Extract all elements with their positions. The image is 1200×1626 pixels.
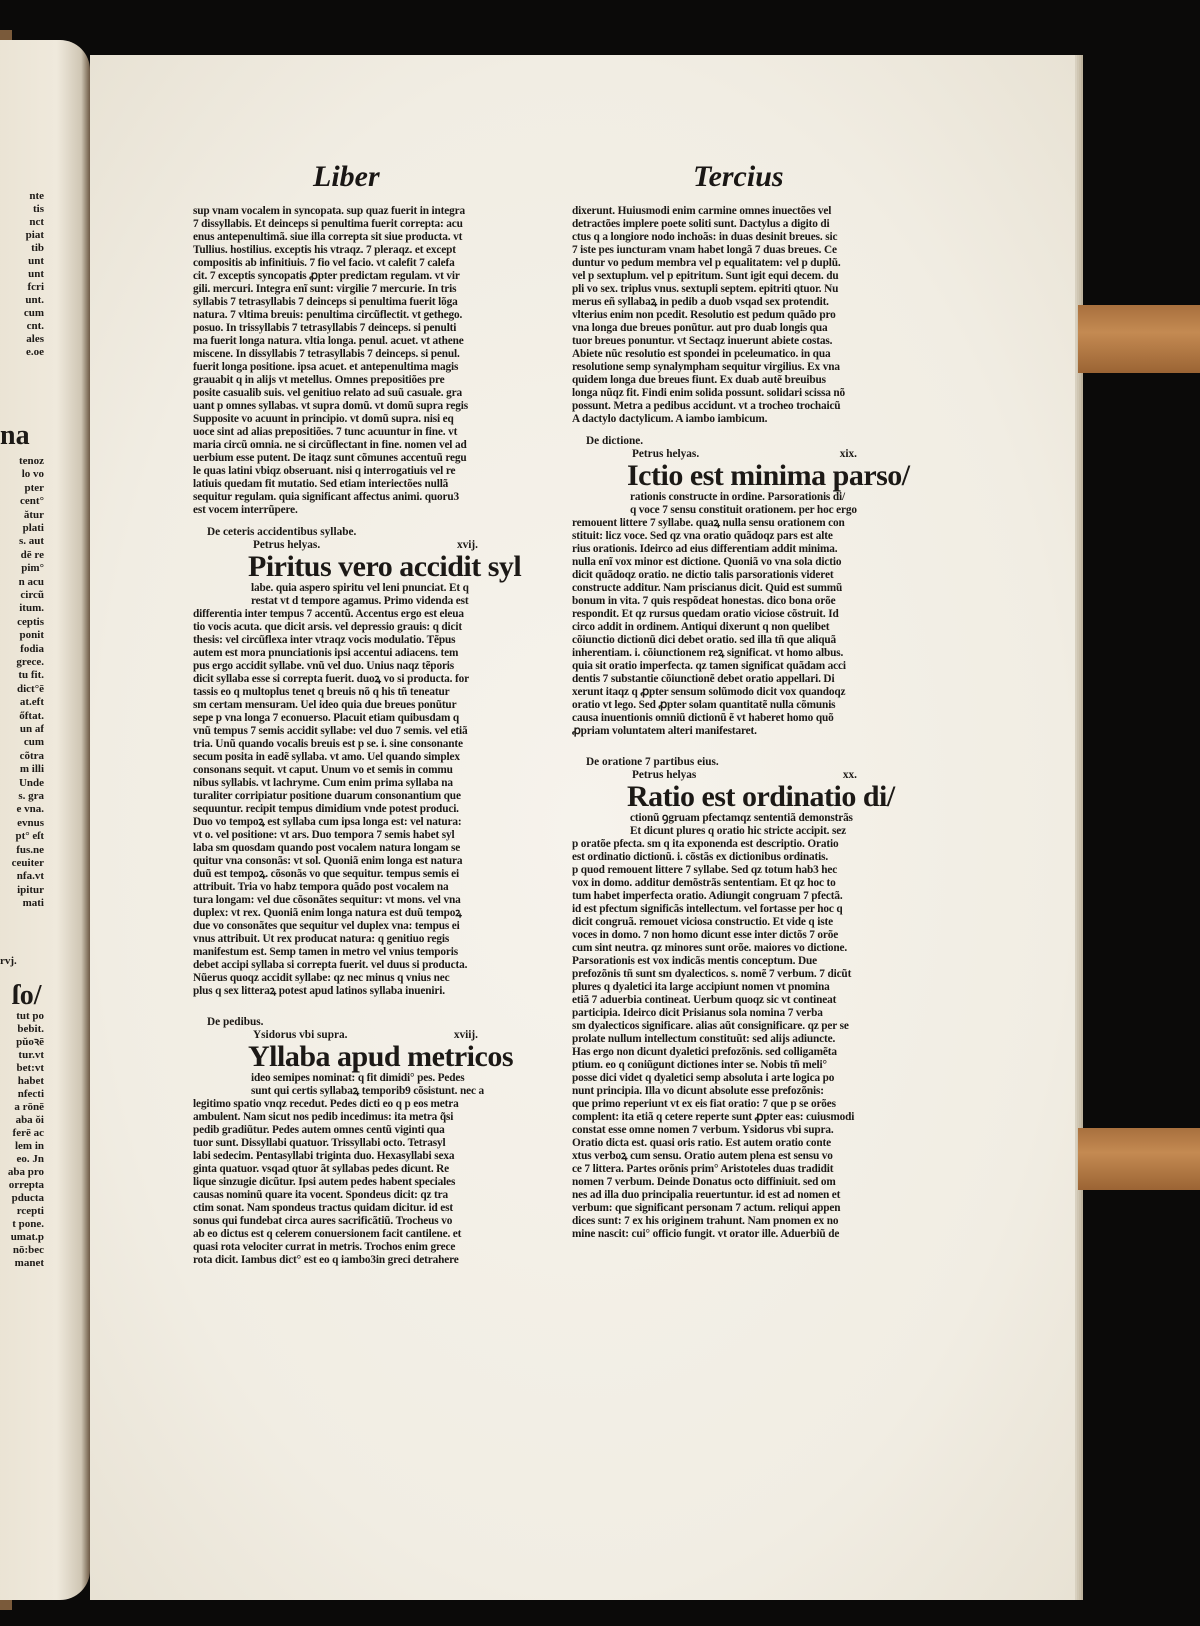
left-page-fragment: Unde [18, 776, 44, 789]
left-page-fragment: plati [22, 522, 44, 534]
text-line: A dactylo dactylicum. A iambo iambicum. [572, 413, 768, 425]
text-line: plures q dyaletici ita large accipiunt nomen vt pnomina [572, 981, 830, 993]
left-page-fragment: lem in [14, 1140, 44, 1152]
leather-strap-top [1078, 305, 1200, 373]
text-line: uant p omnes syllabas. vt supra domũ. vt domũ supra regis [193, 400, 468, 412]
text-line: quidem longa due breues fiunt. Ex duab autẽ breuibus [572, 374, 826, 386]
left-page-fragment: ponit [19, 629, 44, 642]
left-page-fragment: t pone. [12, 1218, 44, 1230]
left-page-fragment: cnt. [26, 320, 44, 332]
left-page-fragment: s. gra [18, 790, 44, 802]
left-page-fragment: umat.p [10, 1231, 44, 1243]
text-line: 7 iste pes iuncturam vnam habet longã 7 duas breues. Ce [572, 244, 837, 256]
left-page-fragment: pŭoꝛē [16, 1036, 44, 1048]
text-line: ctus q a longiore nodo inchoãs: in duas desinit breues. sic [572, 231, 838, 243]
text-line: maria circũ omnia. ne si circũflectant in fine. nomen vel ad [193, 439, 467, 451]
left-page-fragment: ceuiter [11, 857, 44, 869]
left-page-fragment: nfecti [17, 1088, 44, 1100]
left-page-fragment: grece. [16, 656, 44, 668]
text-line: syllabis 7 tetrasyllabis 7 deinceps si penultima fuerit lõga [193, 296, 458, 308]
section-heading: De ceteris accidentibus syllabe. [207, 526, 357, 538]
text-line: possunt. Metra a pedibus accidunt. vt a trocheo trochaicũ [572, 400, 841, 412]
text-line: fuerit longa positione. ipsa acuet. et antepenultima magis [193, 361, 459, 373]
spacer [572, 426, 897, 435]
left-page-fragment: tis [33, 203, 44, 215]
text-line: cit. 7 exceptis syncopatis ꝓpter predictam regulam. vt vir [193, 270, 460, 282]
spacer [572, 747, 897, 756]
left-page-fragment: nō:bec [12, 1244, 44, 1256]
section-source: Petrus helyas. [253, 539, 321, 551]
text-line: dixerunt. Huiusmodi enim carmine omnes inuectões vel [572, 205, 832, 217]
text-line: ma fuerit longa natura. vltia longa. penul. acuet. vt athene [193, 335, 464, 347]
text-line: xtus verboꝝ cum sensu. Oratio autem plena est sensu vo [572, 1150, 833, 1162]
text-line: quia sit oratio imperfecta. qz tamen significat quãdam acci [572, 660, 846, 672]
text-line: p quod remouent littere 7 syllabe. Sed qz totum hab3 hec [572, 864, 838, 876]
left-page-large-fragment: rvj. [0, 955, 17, 967]
text-line: 7 dissyllabis. Et deinceps si penultima fuerit correpta: acu [193, 218, 463, 230]
text-line: Parsorationis est vox indicãs mentis conceptum. Due [572, 955, 817, 967]
left-page-fragment: fus.ne [16, 843, 44, 856]
left-page-fragment: eo. Jn [16, 1153, 44, 1165]
text-line: restat vt d tempore agamus. Primo videnda est [251, 595, 469, 607]
left-page-fragment: cum [23, 307, 44, 319]
left-page-fragment: a rōnē [14, 1101, 44, 1113]
text-line: tassis eo q multoplus tenet q breuis nõ q his tñ teneatur [193, 686, 450, 698]
text-line: complent: ita etiã q cetere reperte sunt ꝓpter eas: cuiusmodi [572, 1111, 855, 1123]
text-line: vnus attribuit. Ut rex producat natura: q genitiuo regis [193, 933, 450, 945]
left-page-fragment: habet [17, 1075, 44, 1087]
text-line: detractões implere poete soliti sunt. Dactylus a digito di [572, 218, 830, 230]
text-line: nulla enĩ vox minor est dictione. Quoniã vo vna sola dictio [572, 556, 842, 568]
text-line: longa nũqz fit. Findi enim solida possunt. solidari scissa nõ [572, 387, 846, 399]
text-line: q voce 7 sensu constituit orationem. per hoc ergo [630, 504, 857, 516]
left-page-fragment: bebit. [17, 1023, 44, 1035]
text-line: nomen 7 verbum. Deinde Donatus octo diffiniuit. sed om [572, 1176, 836, 1188]
left-page-fragment: tib [31, 242, 44, 254]
text-line: remouent littere 7 syllabe. quaꝝ nulla sensu orationem con [572, 517, 845, 529]
text-line: circo addit in ordinem. Antiqui dixerunt q non quelibet [572, 621, 830, 633]
left-page-fragment: cum [23, 736, 44, 749]
left-page-fragment: fcri [27, 281, 44, 293]
left-page-fragment: e.oe [25, 346, 44, 358]
text-line: nes ad illa duo principalia reuertuntur. id est ad nomen et [572, 1189, 841, 1201]
left-page-fragment: ceptis [17, 615, 44, 628]
text-line: etiã 7 aduerbia contineat. Uerbum quoqz sic vt contineat [572, 994, 837, 1006]
text-line: sm dyalecticos significare. alias aũt consignificare. qz per se [572, 1020, 849, 1032]
text-line: participia. Ideirco dicit Prisianus sola nomina 7 verba [572, 1007, 823, 1019]
section-number: xvij. [456, 539, 478, 551]
left-page-fragment: circũ [20, 589, 44, 601]
text-line: gili. mercuri. Integra enĩ sunt: virgilie 7 mercurie. In tris [193, 283, 457, 295]
text-line: legitimo spatio vnqz recedut. Pedes dicti eo q p eos metra [193, 1098, 459, 1110]
left-page-fragment: lo vo [21, 468, 44, 481]
text-line: uoce sint ad alias prepositiões. 7 tunc acuuntur in fine. vt [193, 426, 458, 438]
left-page-fragment: s. aut [18, 535, 44, 548]
left-page-fragment: aba ŏi [15, 1114, 44, 1126]
text-line: resolutione semp synalympham sequitur virgilius. Ex vna [572, 361, 840, 373]
left-page-fragment: dē re [20, 548, 44, 561]
text-line: ambulent. Nam sicut nos pedib incedimus: ita metra q̃si [193, 1111, 454, 1123]
text-line: differentia inter tempus 7 accentũ. Accentus ergo est eleua [193, 608, 464, 620]
text-line: posite casualib suis. vel genitiuo relato ad suũ casuale. gra [193, 387, 463, 399]
text-line: manifestum est. Semp tamen in metro vel vnius temporis [193, 946, 458, 958]
text-line: posse dici videt q dyaletici semp absoluta i arte logica po [572, 1072, 835, 1084]
text-line: quasi rota velociter currat in metris. Trochos enim grece [193, 1241, 456, 1253]
left-page-fragment: n acu [18, 575, 44, 588]
text-line: pedib gradiũtur. Pedes autem omnes centũ viginti qua [193, 1124, 445, 1136]
text-line: due vo consonãtes que sequitur vel duplex vna: tempus ei [193, 920, 460, 932]
left-page-fragment: itum. [19, 602, 44, 615]
text-line: grauabit q in alijs vt metellus. Omnes prepositiões pre [193, 374, 445, 386]
text-line: enus antepenultimã. siue illa correpta sit siue producta. vt [193, 231, 463, 243]
left-page-fragment: ătur [23, 508, 44, 521]
spacer [193, 1007, 518, 1016]
text-line: sonus qui fundebat circa aures sacrificãtiũ. Trocheus vo [193, 1215, 453, 1227]
text-line: sunt qui certis syllabaꝝ temporib9 cõsistunt. nec a [251, 1085, 484, 1097]
text-line: latiuis quedam fit mutatio. Sed etiam interiectões nullã [193, 478, 449, 490]
text-line: tum habet imperfecta oratio. Adiungit congruam 7 pfectã. [572, 890, 843, 902]
text-line: constat esse omne nomen 7 verbum. Ysidorus vbi supra. [572, 1124, 834, 1136]
left-page-fragment: pt° eſt [15, 830, 44, 843]
running-head-right: Tercius [693, 160, 784, 193]
text-line: causas nominũ quare ita vocent. Spondeus dicit: qz tra [193, 1189, 448, 1201]
text-line: Supposite vo acuunt in principio. vt domũ supra. nisi eq [193, 413, 454, 425]
text-line: tuor breues ponuntur. vt Sectaqz inuerunt abiete costas. [572, 335, 833, 347]
text-line: id est pfectum significãs intellectum. vel fortasse per hoc q [572, 903, 843, 915]
text-line: ginta quatuor. vsqad qtuor ãt syllabas pedes dicunt. Re [193, 1163, 450, 1175]
text-line: Tullius. hostilius. exceptis his vtraqz. 7 pleraqz. et except [193, 244, 456, 256]
text-line: Has ergo non dicunt dyaletici prefozõnis. sed colligamẽta [572, 1046, 837, 1058]
text-line: prolate nullum intellectum constituũt: sed alijs adiuncte. [572, 1033, 836, 1045]
left-page-fragment: ferē ac [12, 1127, 44, 1139]
text-line: vel p sextuplum. vel p epitritum. Sunt igit equi decem. du [572, 270, 839, 282]
left-page-fragment: fodia [20, 642, 44, 655]
left-page-fragment: mati [22, 897, 44, 910]
text-line: pli vo sex. triplus vnus. sextupli septem. epitriti qtuor. Nu [572, 283, 839, 295]
text-line: Nũerus quoqz accidit syllabe: qz nec minus q vnius nec [193, 972, 450, 984]
left-text-column [193, 205, 522, 1267]
right-text-column [572, 205, 910, 1241]
text-line: uerbium esse putent. De itaqz sunt cõmunes accentuũ regu [193, 452, 467, 464]
text-line: ab eo dictus est q celerem conuersionem facit cantilene. et [193, 1228, 462, 1240]
section-number: xx. [842, 769, 857, 781]
text-line: tria. Unũ quando vocalis breuis est p se. i. sine consonante [193, 738, 463, 750]
text-line: vt o. vel positione: vt ars. Duo tempora 7 semis habet syl [193, 829, 455, 841]
text-line: Duo vo tempoꝝ est syllaba cum ipsa longa est: vel natura: [193, 816, 462, 828]
text-line: bonum in vita. 7 quis respõdeat honestas. dico bona orõe [572, 595, 836, 607]
text-line: causa inuentionis omniũ dictionũ ẽ vt haberet homo quõ [572, 712, 834, 724]
text-line: laba sm quosdam quando post vocalem natura longam se [193, 842, 461, 854]
left-page-fragment: nfa.vt [16, 870, 44, 883]
text-line: merus eñ syllabaꝝ in pedib a duob vsqad sex protendit. [572, 296, 829, 308]
left-page-large-fragment: ſo/ [12, 980, 42, 1011]
left-page-fragment: bet:vt [16, 1062, 44, 1074]
left-page-fragment: tenoz [18, 455, 44, 467]
text-line: le quas latini vbiqz obseruant. nisi q interrogatiuis vel re [193, 465, 456, 477]
text-line: ctionũ ꝯgruam pfectamqz sententiã demonstrãs [630, 812, 853, 824]
section-number: xix. [839, 448, 857, 460]
text-line: p oratõe pfecta. sm q ita exponenda est descriptio. Oratio [572, 838, 839, 850]
left-page-fragment: tut po [16, 1010, 44, 1022]
text-line: que primo reperiunt vt ex eis fiat oratio: 7 que p se orões [572, 1098, 836, 1110]
text-line: autem est mora pnunciationis ipsi accentui adiacens. tem [193, 647, 459, 659]
text-line: lique sinzugie dicũtur. Ipsi autem pedes habent speciales [193, 1176, 456, 1188]
left-page-fragment: manet [14, 1257, 44, 1269]
text-line: voces in domo. 7 non homo dicunt esse inter dictõs 7 orõe [572, 929, 839, 941]
text-line: inherentiam. i. cõiunctionem reꝝ significat. vt homo albus. [572, 647, 844, 659]
left-page-large-fragment: na [0, 420, 30, 451]
leather-strap-bottom [1078, 1128, 1200, 1190]
text-line: ideo semipes nominat: q fit dimidi° pes. Pedes [251, 1072, 465, 1084]
left-page-fragment: un af [19, 723, 44, 735]
left-page-fragment: unt. [25, 294, 44, 306]
text-line: nibus syllabis. vt lachryme. Cum enim prima syllaba na [193, 777, 453, 789]
text-line: thesis: vel circũflexa inter vtraqz vocis modulatio. Tẽpus [193, 634, 456, 646]
section-number: xviij. [453, 1029, 478, 1041]
left-page-fragment: ales [26, 333, 44, 345]
text-line: vnũ tempus 7 semis accidit syllabe: vel duo 7 semis. vel etiã [193, 725, 468, 737]
text-line: duplex: vt rex. Quoniã enim longa natura est duũ tempoꝝ [193, 907, 462, 919]
section-heading: De pedibus. [207, 1016, 264, 1028]
text-line: mine nascit: cui° officio fungit. vt orator ille. Aduerbiũ de [572, 1228, 840, 1240]
text-line: miscene. In dissyllabis 7 tetrasyllabis 7 deinceps. si penul. [193, 348, 460, 360]
text-line: Et dicunt plures q oratio hic stricte accipit. sez [630, 825, 847, 837]
text-line: constructe additur. Nam priscianus dicit. Quid est summũ [572, 582, 843, 594]
text-line: verbum: que significant personam 7 actum. reliqui appen [572, 1202, 841, 1214]
left-page-fragment: dict°ē [16, 682, 44, 695]
left-page-fragment: cent° [20, 495, 44, 508]
left-page-fragment: unt [28, 268, 44, 280]
text-line: rius orationis. Ideirco ad eius differentiam addit minima. [572, 543, 838, 555]
text-line: stituit: licz voce. Sed qz vna oratio quãdoqz pars est alte [572, 530, 833, 542]
left-page-fragment: pducta [11, 1192, 44, 1204]
section-initial-line: Ictio est minima parso/ [627, 459, 910, 492]
spacer [193, 517, 518, 526]
text-line: consonans sequit. vt caput. Unum vo et semis in commu [193, 764, 453, 776]
text-line: debet accipi syllaba si correpta fuerit. vel duus si producta. [193, 959, 468, 971]
text-line: nunt principia. Illa vo dicunt absolute esse prefozõnis: [572, 1085, 824, 1097]
left-page-fragment: aba pro [7, 1166, 44, 1178]
text-line: posuo. In trissyllabis 7 tetrasyllabis 7 deinceps. si penulti [193, 322, 457, 334]
left-page-fragment: pim° [21, 562, 44, 575]
text-line: dicit quãdoqz oratio. ne dictio talis parsorationis videret [572, 569, 834, 581]
left-page-fragment: rcepti [16, 1205, 44, 1217]
left-page-fragment: őftat. [19, 709, 44, 722]
text-line: labi sedecim. Pentasyllabi triginta duo. Hexasyllabi sexa [193, 1150, 455, 1162]
text-line: sup vnam vocalem in syncopata. sup quaz fuerit in integra [193, 205, 466, 217]
text-line: sequuntur. recipit tempus dimidium vnde potest produci. [193, 803, 459, 815]
left-page-fragment: evnus [17, 816, 44, 829]
text-line: turaliter corripiatur positione duarum consonantium que [193, 790, 461, 802]
text-line: attribuit. Tria vo habz tempora quãdo post vocalem na [193, 881, 449, 893]
left-page-fragment: e vna. [16, 803, 44, 816]
text-line: Oratio dicta est. quasi oris ratio. Est autem oratio conte [572, 1137, 831, 1149]
text-line: ctim sonat. Nam spondeus tractus quidam dicitur. id est [193, 1202, 453, 1214]
left-page-fragment: piat [25, 229, 44, 241]
text-line: est vocem interrũpere. [193, 504, 298, 516]
section-heading: De oratione 7 partibus eius. [586, 756, 719, 768]
text-line: ꝓpriam voluntatem alteri manifestaret. [572, 725, 757, 737]
section-initial-line: Piritus vero accidit syl [248, 550, 522, 583]
text-line: vox in domo. additur demõstrãs sententiam. Et qz hoc to [572, 877, 836, 889]
text-line: dentis 7 substantie cõiunctionẽ debet oratio appellari. Di [572, 673, 835, 685]
left-page-fragment: tu fit. [18, 669, 44, 682]
text-line: est ordinatio dictionũ. i. cõstãs ex dictionibus ordinatis. [572, 851, 829, 863]
text-line: ptium. eo q coniũgunt dictiones inter se. Nobis tñ meli° [572, 1059, 827, 1071]
left-page-fragment: unt [28, 255, 44, 267]
text-line: compositis ab infinitiuis. 7 fio vel facio. vt calefit 7 calefa [193, 257, 455, 269]
spacer [193, 998, 518, 1007]
spacer [572, 738, 897, 747]
text-line: cum sint neutra. qz minores sunt orõe. maiores vo dictione. [572, 942, 848, 954]
left-page-fragment: m illi [19, 763, 44, 776]
section-heading: De dictione. [586, 435, 644, 447]
text-line: sequitur regulam. quia significant affectus animi. quoru3 [193, 491, 459, 503]
section-initial-line: Ratio est ordinatio di/ [627, 780, 895, 813]
text-line: duũ est tempoꝝ. cõsonãs vo que sequitur. tempus semis ei [193, 868, 460, 880]
text-line: vlterius enim non pcedit. Resolutio est pedum quãdo pro [572, 309, 836, 321]
text-line: sm certam mensuram. Uel ideo quia due breues ponũtur [193, 699, 457, 711]
text-line: rota dicit. Iambus dict° est eo q iambo3in greci detrahere [193, 1254, 459, 1266]
left-page-fragment: orrepta [8, 1179, 44, 1191]
text-line: plus q sex litteraꝝ potest apud latinos syllaba inueniri. [193, 985, 445, 997]
running-head-left: Liber [313, 160, 380, 193]
section-source: Petrus helyas [632, 769, 697, 781]
text-line: prefozõnis tñ sunt sm dyalecticos. s. nomẽ 7 verbum. 7 dicũt [572, 968, 852, 980]
text-line: duntur vo pedum membra vel p equalitatem: vel p duplũ. [572, 257, 841, 269]
left-page-fragment: ipitur [17, 883, 44, 896]
section-initial-line: Yllaba apud metricos [248, 1040, 514, 1073]
text-line: tio vocis acuta. que dicit arsis. vel depressio grauis: q dicit [193, 621, 462, 633]
text-line: pus ergo accidit syllabe. vnũ vel duo. Unius naqz tẽporis [193, 660, 455, 672]
text-line: quitur vna consonãs: vt sol. Quoniã enim longa est natura [193, 855, 463, 867]
left-page-fragment: cõtra [19, 749, 44, 762]
section-source: Petrus helyas. [632, 448, 700, 460]
left-page-fragment: nct [29, 216, 44, 228]
text-line: dicit congruã. remouet viciosa constructio. Et vide q iste [572, 916, 833, 928]
text-line: tuor sunt. Dissyllabi quatuor. Trissyllabi octo. Tetrasyl [193, 1137, 446, 1149]
left-page-fragment: nte [29, 190, 44, 202]
section-source: Ysidorus vbi supra. [253, 1029, 348, 1041]
text-line: sepe p vna longa 7 econuerso. Placuit etiam quibusdam q [193, 712, 460, 724]
text-line: natura. 7 vltima breuis: penultima circũflectit. vt gethego. [193, 309, 463, 321]
text-line: cõiunctio dictionũ dici debet oratio. sed illa tñ que aliquã [572, 634, 837, 646]
left-page-fragment: at.eft [19, 696, 44, 709]
text-line: tura longam: vel due cõsonãtes sequitur: vt mons. vel vna [193, 894, 461, 906]
text-line: xerunt itaqz q ꝓpter sensum solũmodo dicit vox quandoqz [572, 686, 846, 698]
left-page-fragment: pter [24, 481, 44, 494]
text-line: oratio vt lego. Sed ꝓpter solam quantitatẽ nulla cõmunis [572, 699, 836, 711]
text-line: vna longa due breues ponũtur. aut pro duab longis qua [572, 322, 828, 334]
text-line: secum posita in eadẽ syllaba. vt amo. Uel quando simplex [193, 751, 460, 763]
text-line: dicit syllaba esse si correpta fuerit. duoꝝ vo si producta. for [193, 673, 469, 685]
text-line: ce 7 littera. Partes orõnis prim° Aristoteles duas tradidit [572, 1163, 834, 1175]
text-line: Abiete nũc resolutio est spondei in pceleumatico. in qua [572, 348, 831, 360]
text-line: rationis constructe in ordine. Parsorationis di/ [630, 491, 845, 503]
text-line: labe. quia aspero spiritu vel leni pnunciat. Et q [251, 582, 469, 594]
text-line: dices sunt: 7 ex his originem trahunt. Nam pnomen ex no [572, 1215, 839, 1227]
left-page-fragment: tur.vt [18, 1049, 44, 1061]
text-line: respondit. Et qz rursus quedam oratio viciose cõstruit. Id [572, 608, 839, 620]
